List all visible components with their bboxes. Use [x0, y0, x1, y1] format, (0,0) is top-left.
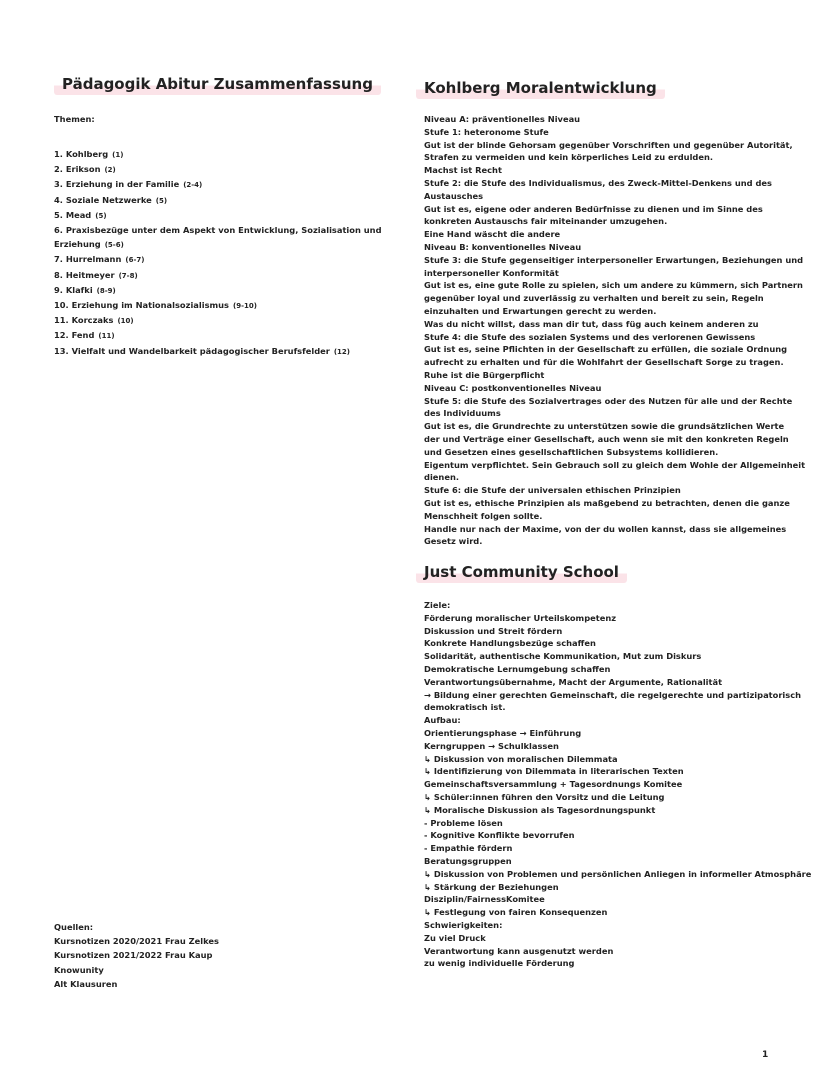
theme-text: 3. Erziehung in der Familie	[54, 179, 180, 190]
theme-page-ref: (11)	[98, 332, 115, 341]
kohlberg-line: Gut ist es, die Grundrechte zu unterstützen sowie die grundsätzlichen Werte	[424, 421, 785, 432]
kohlberg-line: Niveau B: konventionelles Niveau	[424, 241, 582, 252]
themes-list	[54, 147, 384, 359]
jcs-line: Orientierungsphase → Einführung	[424, 727, 582, 738]
kohlberg-line: Niveau C: postkonventionelles Niveau	[424, 382, 602, 393]
sources-section	[54, 920, 374, 991]
kohlberg-line: Eine Hand wäscht die andere	[424, 229, 561, 240]
theme-page-ref: (10)	[117, 317, 134, 326]
kohlberg-line: Stufe 5: die Stufe des Sozialvertrages oder des Nutzen für alle und der Rechte	[424, 395, 793, 406]
jcs-line: Kerngruppen → Schulklassen	[424, 740, 559, 751]
sources-heading: Quellen:	[54, 922, 94, 932]
jcs-line: Konkrete Handlungsbezüge schaffen	[424, 638, 596, 649]
kohlberg-line: Niveau A: präventionelles Niveau	[424, 114, 581, 124]
themes-heading: Themen:	[54, 114, 95, 124]
theme-item	[54, 208, 384, 223]
kohlberg-line: Gut ist es, eigene oder anderen Bedürfnisse zu dienen und im Sinne des	[424, 203, 763, 214]
kohlberg-line: Machst ist Recht	[424, 165, 502, 176]
theme-item	[54, 313, 384, 328]
kohlberg-line: Strafen zu vermeiden und kein körperliches Leid zu erdulden.	[424, 152, 714, 163]
page-number: 1	[762, 1050, 769, 1060]
theme-text: 7. Hurrelmann	[54, 254, 122, 265]
theme-text: 13. Vielfalt und Wandelbarkeit pädagogischer Berufsfelder	[54, 345, 330, 356]
kohlberg-text	[424, 113, 806, 548]
kohlberg-line: Gut ist der blinde Gehorsam gegenüber Vorschriften und gegenüber Autorität,	[424, 139, 793, 150]
theme-text: 10. Erziehung im Nationalsozialismus	[54, 300, 230, 311]
kohlberg-line: Stufe 3: die Stufe gegenseitiger interpersoneller Erwartungen, Beziehungen und	[424, 254, 804, 265]
theme-item	[54, 283, 384, 298]
jcs-line: - Empathie fördern	[424, 843, 513, 854]
kohlberg-line: Was du nicht willst, dass man dir tut, dass füg auch keinem anderen zu	[424, 318, 759, 329]
theme-item	[54, 328, 384, 343]
theme-page-ref: (5)	[155, 196, 168, 205]
kohlberg-line: gegenüber loyal und zuverlässig zu verhalten und bereit zu sein, Regeln	[424, 293, 764, 304]
jcs-line: Solidarität, authentische Kommunikation, Mut zum Diskurs	[424, 651, 702, 662]
jcs-line: Ziele:	[424, 600, 451, 610]
jcs-line: - Kognitive Konflikte bevorrufen	[424, 830, 575, 841]
theme-text: 11. Korczaks	[54, 315, 114, 326]
theme-item	[54, 223, 384, 252]
jcs-line: ↳ Identifizierung von Dilemmata in literarischen Texten	[424, 766, 684, 777]
jcs-line: Disziplin/FairnessKomitee	[424, 894, 545, 905]
theme-text: 1. Kohlberg	[54, 149, 109, 159]
jcs-line: Demokratische Lernumgebung schaffen	[424, 663, 611, 674]
theme-text: 12. Fend	[54, 330, 95, 341]
kohlberg-line: Stufe 2: die Stufe des Individualismus, des Zweck-Mittel-Denkens und des	[424, 177, 772, 188]
theme-text: 6. Praxisbezüge unter dem Aspekt von Entwicklung, Sozialisation und Erziehung	[54, 225, 382, 250]
theme-page-ref: (8-9)	[96, 286, 116, 295]
theme-text: 9. Klafki	[54, 284, 93, 295]
jcs-text	[424, 599, 812, 970]
jcs-line: Schwierigkeiten:	[424, 919, 503, 930]
theme-page-ref: (5)	[95, 211, 107, 220]
jcs-line: Verantwortung kann ausgenutzt werden	[424, 945, 614, 956]
theme-page-ref: (7-8)	[118, 271, 138, 280]
kohlberg-title: Kohlberg Moralentwicklung	[416, 78, 665, 99]
source-item: Kursnotizen 2021/2022 Frau Kaup	[54, 950, 213, 961]
jcs-line: ↳ Diskussion von Problemen und persönlichen Anliegen in informeller Atmosphäre	[424, 868, 812, 879]
page-title: Pädagogik Abitur Zusammenfassung	[54, 74, 381, 95]
sources-list	[54, 934, 374, 991]
jcs-line: Aufbau:	[424, 715, 461, 726]
theme-page-ref: (5-6)	[104, 241, 124, 250]
theme-text: 2. Erikson	[54, 164, 101, 175]
kohlberg-line: des Individuums	[424, 408, 501, 419]
theme-item	[54, 268, 384, 283]
kohlberg-line: Stufe 6: die Stufe der universalen ethischen Prinzipien	[424, 485, 681, 496]
kohlberg-line: Stufe 4: die Stufe des sozialen Systems und des verlorenen Gewissens	[424, 331, 756, 342]
theme-page-ref: (6-7)	[125, 256, 145, 265]
theme-page-ref: (9-10)	[233, 302, 257, 311]
kohlberg-line: Gut ist es, eine gute Rolle zu spielen, sich um andere zu kümmern, sich Partnern	[424, 280, 803, 291]
theme-item	[54, 252, 384, 267]
kohlberg-line: konkreten Austauschs fair miteinander umzugehen.	[424, 216, 668, 227]
theme-text: 4. Soziale Netzwerke	[54, 194, 152, 205]
kohlberg-line: Austausches	[424, 190, 484, 201]
jcs-line: Diskussion und Streit fördern	[424, 625, 563, 636]
source-item: Knowunity	[54, 964, 104, 975]
kohlberg-line: Eigentum verpflichtet. Sein Gebrauch soll zu gleich dem Wohle der Allgemeinheit	[424, 459, 806, 470]
jcs-line: Beratungsgruppen	[424, 855, 512, 866]
kohlberg-line: Gut ist es, ethische Prinzipien als maßgebend zu betrachten, denen die ganze	[424, 497, 790, 508]
jcs-line: - Probleme lösen	[424, 817, 503, 828]
jcs-line: Förderung moralischer Urteilskompetenz	[424, 612, 617, 623]
jcs-line: ↳ Stärkung der Beziehungen	[424, 881, 559, 892]
kohlberg-line: Ruhe ist die Bürgerpflicht	[424, 369, 545, 380]
theme-page-ref: (2-4)	[183, 181, 203, 190]
theme-item	[54, 344, 384, 359]
kohlberg-line: Menschheit folgen sollte.	[424, 510, 543, 521]
kohlberg-line: und Gesetzen eines gesellschaftlichen Subsystems kollidieren.	[424, 446, 719, 457]
kohlberg-line: der und Verträge einer Gesellschaft, auch wenn sie mit den konkreten Regeln	[424, 433, 789, 444]
kohlberg-line: Stufe 1: heteronome Stufe	[424, 126, 549, 137]
jcs-line: Verantwortungsübernahme, Macht der Argumente, Rationalität	[424, 676, 723, 687]
jcs-title: Just Community School	[416, 562, 627, 583]
theme-item	[54, 177, 384, 192]
kohlberg-line: interpersoneller Konformität	[424, 267, 559, 278]
theme-item	[54, 298, 384, 313]
source-item: Alt Klausuren	[54, 978, 118, 989]
kohlberg-line: Handle nur nach der Maxime, von der du wollen kannst, dass sie allgemeines	[424, 523, 787, 534]
kohlberg-line: Gut ist es, seine Pflichten in der Gesellschaft zu erfüllen, die soziale Ordnung	[424, 344, 788, 355]
jcs-line: Gemeinschaftsversammlung + Tagesordnungs Komitee	[424, 779, 683, 790]
theme-page-ref: (12)	[333, 347, 350, 356]
jcs-line: Zu viel Druck	[424, 932, 486, 943]
jcs-line: ↳ Diskussion von moralischen Dilemmata	[424, 753, 618, 764]
theme-page-ref: (1)	[112, 151, 124, 159]
jcs-line: ↳ Schüler:innen führen den Vorsitz und die Leitung	[424, 791, 665, 802]
kohlberg-line: Gesetz wird.	[424, 536, 483, 547]
jcs-line: zu wenig individuelle Förderung	[424, 958, 575, 969]
theme-text: 5. Mead	[54, 209, 92, 220]
theme-item	[54, 162, 384, 177]
jcs-line: ↳ Moralische Diskussion als Tagesordnungspunkt	[424, 804, 656, 815]
jcs-line: demokratisch ist.	[424, 702, 506, 713]
theme-item	[54, 147, 384, 162]
jcs-line: → Bildung einer gerechten Gemeinschaft, die regelgerechte und partizipatorisch	[424, 689, 802, 700]
kohlberg-line: einzuhalten und Erwartungen gerecht zu werden.	[424, 305, 657, 316]
source-item: Kursnotizen 2020/2021 Frau Zelkes	[54, 936, 219, 947]
theme-text: 8. Heitmeyer	[54, 269, 115, 280]
kohlberg-line: dienen.	[424, 472, 460, 483]
theme-page-ref: (2)	[104, 166, 116, 175]
theme-item	[54, 193, 384, 208]
kohlberg-line: aufrecht zu erhalten und für die Wohlfahrt der Gesellschaft Sorge zu tragen.	[424, 357, 784, 368]
jcs-line: ↳ Festlegung von fairen Konsequenzen	[424, 907, 608, 918]
